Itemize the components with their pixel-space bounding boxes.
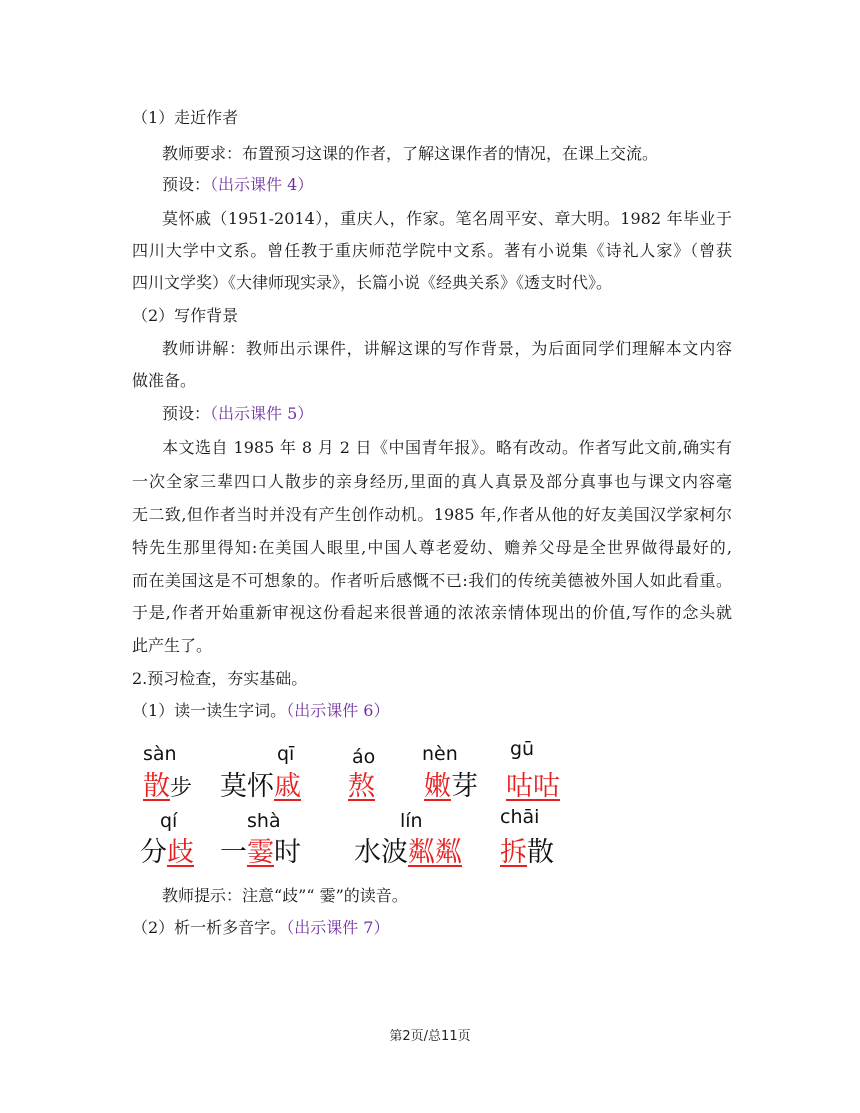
pinyin: qī [277,743,295,765]
teacher-requirement: 教师要求：布置预习这课的作者，了解这课作者的情况，在课上交流。 [162,144,659,163]
word-prefix: 莫怀 [220,771,274,802]
vocab-word [424,764,478,803]
sub-heading-vocab [132,701,389,721]
highlight-char: 霎 [247,837,274,868]
pinyin: nèn [422,743,458,765]
background-line-6: 于是,作者开始重新审视这份看起来很普通的浓浓亲情体现出的价值,写作的念头就 [132,603,732,622]
highlight-char: 嫩 [424,771,451,802]
vocab-word [143,764,192,803]
pinyin: gū [510,738,535,760]
section-heading-preview: 2.预习检查，夯实基础。 [132,669,308,688]
highlight-char: 戚 [274,771,301,802]
preset-line-5 [162,404,313,424]
vocab-word [354,830,462,869]
pinyin: lín [400,810,423,832]
background-line-7: 此产生了。 [132,636,213,655]
word-prefix: 分 [140,837,167,868]
teacher-explain-line-2: 做准备。 [132,371,197,390]
pinyin: áo [352,746,376,768]
vocab-word [140,830,194,869]
courseware-link-5[interactable]: （出示课件 5） [210,404,314,423]
word-rest: 步 [170,776,193,801]
preset-label: 预设： [162,175,211,194]
background-line-4: 特先生那里得知:在美国人眼里,中国人尊老爱幼、赡养父母是全世界做得最好的, [132,538,732,557]
word-rest: 时 [274,837,301,868]
courseware-link-4[interactable]: （出示课件 4） [210,175,314,194]
background-line-5: 而在美国这是不可想象的。作者听后感慨不已:我们的传统美德被外国人如此看重。 [132,571,732,590]
bio-line-2: 四川大学中文系。曾任教于重庆师范学院中文系。著有小说集《诗礼人家》（曾获 [132,241,732,260]
courseware-link-7[interactable]: （出示课件 7） [286,918,390,937]
highlight-char: 散 [143,771,170,802]
vocab-word [220,830,301,869]
pinyin: shà [247,810,281,832]
bio-line-1: 莫怀戚（1951-2014），重庆人，作家。笔名周平安、章大明。1982 年毕业于 [162,209,732,228]
vocab-label: （1）读一读生字词。 [132,701,287,720]
preset-label: 预设： [162,404,211,423]
pinyin: chāi [500,806,540,828]
sub-heading-polyphone [132,918,389,938]
word-rest: 芽 [451,771,478,802]
word-prefix: 水波 [354,837,408,868]
teacher-explain-line-1: 教师讲解：教师出示课件，讲解这课的写作背景，为后面同学们理解本文内容 [162,339,732,358]
highlight-char: 歧 [167,837,194,868]
highlight-char: 熬 [348,771,375,802]
highlight-char: 粼粼 [408,837,462,868]
page-number: 第2页/总11页 [389,1029,471,1044]
background-line-3: 无二致,但作者当时并没有产生创作动机。1985 年,作者从他的好友美国汉学家柯尔 [132,505,732,524]
vocab-word [220,764,301,803]
highlight-char: 咕咕 [506,771,560,802]
section-heading-author: （1）走近作者 [132,108,239,127]
pinyin: qí [160,810,178,832]
courseware-link-6[interactable]: （出示课件 6） [286,701,390,720]
section-heading-background: （2）写作背景 [132,306,239,325]
preset-line-4 [162,175,313,195]
word-prefix: 一 [220,837,247,868]
polyphone-label: （2）析一析多音字。 [132,918,287,937]
vocab-word [348,764,375,803]
background-line-2: 一次全家三辈四口人散步的亲身经历,里面的真人真景及部分真事也与课文内容毫 [132,472,732,491]
highlight-char: 拆 [500,837,527,868]
vocab-word [500,830,554,869]
word-rest: 散 [527,837,554,868]
teacher-tip: 教师提示：注意“歧”“ 霎”的读音。 [162,886,408,905]
bio-line-3: 四川文学奖）《大律师现实录》，长篇小说《经典关系》《透支时代》。 [132,273,613,292]
background-line-1: 本文选自 1985 年 8 月 2 日《中国青年报》。略有改动。作者写此文前,确实有 [162,438,732,457]
pinyin: sàn [143,743,177,765]
vocab-word [506,764,560,803]
